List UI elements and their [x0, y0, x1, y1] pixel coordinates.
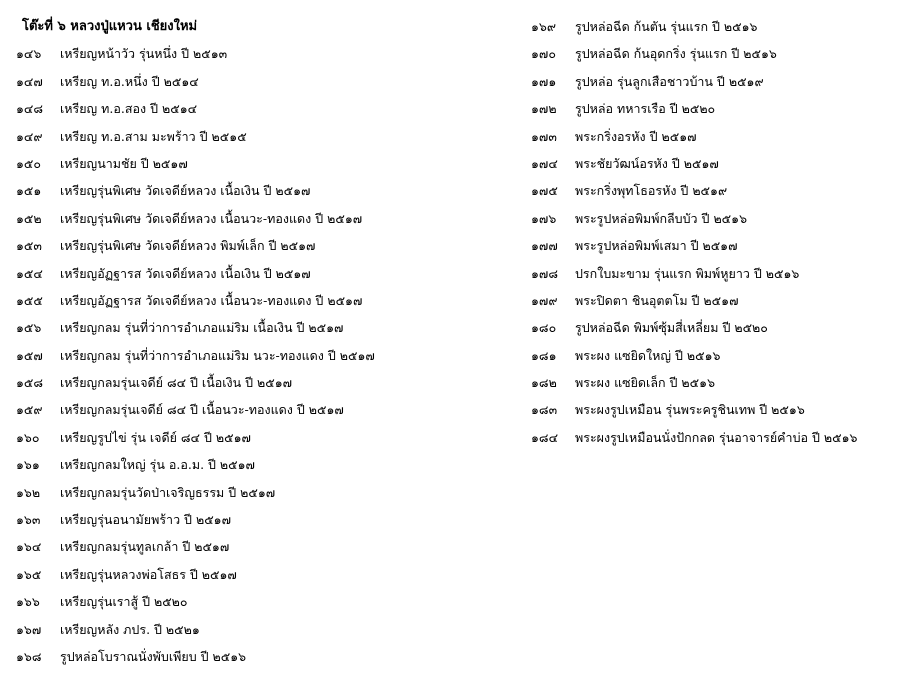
item-description: เหรียญกลม รุ่นที่ว่าการอำเภอแม่ริม เนื้อเงิน ปี ๒๕๑๗: [60, 320, 344, 336]
item-number: ๑๖๓: [16, 512, 41, 528]
item-description: พระกริ่งพุทโธอรหัง ปี ๒๕๑๙: [575, 183, 728, 199]
item-number: ๑๕๕: [16, 292, 43, 308]
item-number: ๑๗๗: [531, 238, 558, 254]
item-description: เหรียญกลม รุ่นที่ว่าการอำเภอแม่ริม นวะ-ทองแดง ปี ๒๕๑๗: [60, 347, 375, 363]
item-number: ๑๖๕: [16, 566, 42, 582]
list-item: [531, 150, 896, 177]
item-number: ๑๗๔: [531, 155, 558, 171]
item-description: รูปหล่อฉีด ก้นอุดกริ่ง รุ่นแรก ปี ๒๕๑๖: [575, 46, 777, 62]
item-number: ๑๖๒: [16, 484, 41, 500]
list-item: [531, 40, 896, 67]
item-number: ๑๘๑: [531, 347, 557, 363]
item-number: ๑๘๓: [531, 402, 558, 418]
list-item: [531, 396, 896, 423]
list-item: [531, 342, 896, 369]
item-number: ๑๔๘: [16, 101, 44, 117]
list-item: [16, 314, 516, 341]
item-description: รูปหล่อ รุ่นลูกเสือชาวบ้าน ปี ๒๕๑๙: [575, 73, 764, 89]
item-description: เหรียญหน้าวัว รุ่นหนึ่ง ปี ๒๕๑๓: [60, 46, 228, 62]
list-item: [16, 451, 516, 478]
item-description: รูปหล่อโบราณนั่งพับเพียบ ปี ๒๕๑๖: [60, 648, 247, 664]
item-number: ๑๗๖: [531, 210, 557, 226]
list-item: [531, 260, 896, 287]
item-number: ๑๕๗: [16, 347, 43, 363]
list-item: [16, 95, 516, 122]
item-number: ๑๖๑: [16, 457, 40, 473]
item-number: ๑๔๗: [16, 73, 43, 89]
item-number: ๑๕๘: [16, 375, 44, 391]
item-description: พระปิดตา ชินอุตตโม ปี ๒๕๑๗: [575, 292, 739, 308]
list-item: [531, 232, 896, 259]
list-item: [16, 150, 516, 177]
item-number: ๑๘๐: [531, 320, 557, 336]
item-number: ๑๖๙: [531, 19, 557, 34]
list-item: [16, 123, 516, 150]
item-description: เหรียญรุ่นหลวงพ่อโสธร ปี ๒๕๑๗: [60, 566, 237, 582]
list-item: [531, 205, 896, 232]
page-title: โต๊ะที่ ๖ หลวงปู่แหวน เชียงใหม่: [22, 19, 198, 34]
list-item: [531, 13, 896, 40]
item-description: เหรียญนามชัย ปี ๒๕๑๗: [60, 155, 188, 171]
item-number: ๑๕๐: [16, 155, 42, 171]
list-item: [16, 616, 516, 643]
list-item: [531, 314, 896, 341]
item-number: ๑๗๐: [531, 46, 556, 62]
list-item: [16, 396, 516, 423]
item-description: พระผงรูปเหมือนนั่งปักกลด รุ่นอาจารย์คำบ่อ ปี ๒๕๑๖: [575, 429, 858, 445]
item-description: พระผงรูปเหมือน รุ่นพระครูชินเทพ ปี ๒๕๑๖: [575, 402, 805, 418]
item-description: รูปหล่อฉีด พิมพ์ซุ้มสี่เหลี่ยม ปี ๒๕๒๐: [575, 320, 768, 336]
item-number: ๑๖๐: [16, 429, 40, 445]
item-number: ๑๕๙: [16, 402, 43, 418]
item-description: เหรียญ ท.อ.สอง ปี ๒๕๑๔: [60, 101, 198, 117]
item-number: ๑๗๕: [531, 183, 558, 199]
list-item: [16, 643, 516, 670]
item-number: ๑๖๗: [16, 621, 42, 637]
item-description: พระผง แซยิดเล็ก ปี ๒๕๑๖: [575, 375, 716, 391]
list-item: [16, 424, 516, 451]
list-item: [531, 287, 896, 314]
right-column: [531, 13, 896, 451]
list-item: [16, 68, 516, 95]
item-description: เหรียญกลมรุ่นเจดีย์ ๘๔ ปี เนื้อเงิน ปี ๒๕๑๗: [60, 375, 293, 391]
item-number: ๑๗๘: [531, 265, 558, 281]
item-description: เหรียญกลมรุ่นทูลเกล้า ปี ๒๕๑๗: [60, 539, 230, 555]
item-description: เหรียญรุ่นพิเศษ วัดเจดีย์หลวง เนื้อเงิน ปี ๒๕๑๗: [60, 183, 311, 199]
list-item: [16, 588, 516, 615]
item-description: รูปหล่อ ทหารเรือ ปี ๒๕๒๐: [575, 101, 716, 117]
item-number: ๑๔๙: [16, 128, 43, 144]
item-description: เหรียญรุ่นอนามัยพร้าว ปี ๒๕๑๗: [60, 512, 232, 528]
list-item: [16, 177, 516, 204]
list-item: [16, 369, 516, 396]
item-number: ๑๖๖: [16, 594, 40, 610]
item-number: ๑๔๖: [16, 46, 42, 62]
item-description: เหรียญอัฏฐารส วัดเจดีย์หลวง เนื้อเงิน ปี ๒๕๑๗: [60, 265, 311, 281]
item-description: รูปหล่อฉีด ก้นตัน รุ่นแรก ปี ๒๕๑๖: [575, 19, 758, 34]
list-item: [16, 479, 516, 506]
item-number: ๑๗๒: [531, 101, 557, 117]
list-item: [531, 369, 896, 396]
list-item: [16, 506, 516, 533]
item-description: เหรียญรุ่นพิเศษ วัดเจดีย์หลวง พิมพ์เล็ก ปี ๒๕๑๗: [60, 238, 316, 254]
list-item: [16, 533, 516, 560]
item-number: ๑๕๔: [16, 265, 43, 281]
item-description: ปรกใบมะขาม รุ่นแรก พิมพ์หูยาว ปี ๒๕๑๖: [575, 265, 800, 281]
item-description: เหรียญหลัง ภปร. ปี ๒๕๒๑: [60, 621, 200, 637]
item-number: ๑๕๓: [16, 238, 42, 254]
list-item: [16, 260, 516, 287]
item-description: พระกริ่งอรหัง ปี ๒๕๑๗: [575, 128, 697, 144]
list-item: [531, 177, 896, 204]
item-description: พระผง แซยิดใหญ่ ปี ๒๕๑๖: [575, 347, 721, 363]
list-item: [16, 205, 516, 232]
item-description: พระรูปหล่อพิมพ์กลีบบัว ปี ๒๕๑๖: [575, 210, 748, 226]
item-description: เหรียญรูปไข่ รุ่น เจดีย์ ๘๔ ปี ๒๕๑๗: [60, 429, 251, 445]
item-description: เหรียญอัฏฐารส วัดเจดีย์หลวง เนื้อนวะ-ทองแดง ปี ๒๕๑๗: [60, 292, 363, 308]
item-number: ๑๕๒: [16, 210, 42, 226]
list-item: [16, 232, 516, 259]
list-item: [16, 287, 516, 314]
item-number: ๑๗๙: [531, 292, 558, 308]
list-item: [531, 123, 896, 150]
item-description: เหรียญกลมรุ่นวัดป่าเจริญธรรม ปี ๒๕๑๗: [60, 484, 276, 500]
item-number: ๑๕๑: [16, 183, 42, 199]
item-number: ๑๗๓: [531, 128, 557, 144]
item-number: ๑๖๘: [16, 648, 42, 664]
item-number: ๑๗๑: [531, 73, 557, 89]
item-description: เหรียญ ท.อ.สาม มะพร้าว ปี ๒๕๑๕: [60, 128, 247, 144]
item-description: เหรียญรุ่นเราสู้ ปี ๒๕๒๐: [60, 594, 188, 610]
list-item: [531, 424, 896, 451]
item-number: ๑๘๒: [531, 375, 557, 391]
list-item: [16, 40, 516, 67]
item-description: เหรียญรุ่นพิเศษ วัดเจดีย์หลวง เนื้อนวะ-ทองแดง ปี ๒๕๑๗: [60, 210, 363, 226]
item-description: พระรูปหล่อพิมพ์เสมา ปี ๒๕๑๗: [575, 238, 738, 254]
list-item: [531, 95, 896, 122]
item-description: พระชัยวัฒน์อรหัง ปี ๒๕๑๗: [575, 155, 719, 171]
item-description: เหรียญกลมใหญ่ รุ่น อ.อ.ม. ปี ๒๕๑๗: [60, 457, 255, 473]
item-description: เหรียญ ท.อ.หนึ่ง ปี ๒๕๑๔: [60, 73, 199, 89]
list-item: [16, 561, 516, 588]
item-description: เหรียญกลมรุ่นเจดีย์ ๘๔ ปี เนื้อนวะ-ทองแดง ปี ๒๕๑๗: [60, 402, 344, 418]
list-item: [16, 342, 516, 369]
item-number: ๑๘๔: [531, 429, 559, 445]
list-item: [531, 68, 896, 95]
item-number: ๑๖๔: [16, 539, 42, 555]
item-number: ๑๕๖: [16, 320, 42, 336]
left-column: [16, 13, 516, 670]
